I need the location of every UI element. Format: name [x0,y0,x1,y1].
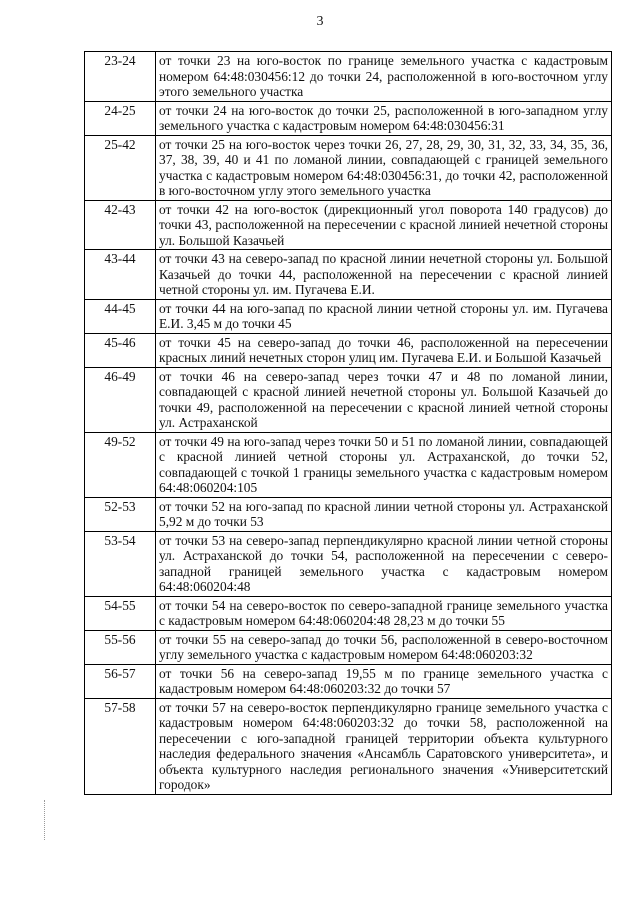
segment-cell: 54-55 [85,596,156,630]
table-row [85,432,612,497]
segment-cell: 49-52 [85,432,156,497]
segment-cell: 57-58 [85,698,156,794]
table-row [85,299,612,333]
description-cell: от точки 49 на юго-запад через точки 50 и 51 по ломаной линии, совпадающей с красной линией четной стороны ул. Астраханской, до точки 52, совпадающей с точкой 1 границы земельного участка с кадастровым номером 64:48:060204:105 [156,432,612,497]
description-cell: от точки 25 на юго-восток через точки 26, 27, 28, 29, 30, 31, 32, 33, 34, 35, 36, 37, 38, 39, 40 и 41 по ломаной линии, совпадающей с границей земельного участка с кадастровым номером 64:48:030456:31, до точки 42, расположенной в юго-восточном углу этого земельного участка [156,135,612,200]
description-cell: от точки 46 на северо-запад через точки 47 и 48 по ломаной линии, совпадающей с красной линией нечетной стороны ул. Большой Казачьей до точки 49, расположенной на пересечении с красной линией четной стороны ул. Астраханской [156,367,612,432]
table-row [85,52,612,102]
table-row [85,200,612,250]
description-cell: от точки 53 на северо-запад перпендикулярно красной линии четной стороны ул. Астраханской до точки 54, расположенной на пересечении с северо-западной границей земельного участка с кадастровым номером 64:48:060204:48 [156,531,612,596]
table-row [85,531,612,596]
table-row [85,698,612,794]
description-cell: от точки 43 на северо-запад по красной линии нечетной стороны ул. Большой Казачьей до точки 44, расположенной на пересечении с красной линией четной стороны ул. им. Пугачева Е.И. [156,250,612,300]
description-cell: от точки 54 на северо-восток по северо-западной границе земельного участка с кадастровым номером 64:48:060204:48 28,23 м до точки 55 [156,596,612,630]
table-row [85,596,612,630]
segment-cell: 25-42 [85,135,156,200]
segment-cell: 23-24 [85,52,156,102]
description-cell: от точки 44 на юго-запад по красной линии четной стороны ул. им. Пугачева Е.И. 3,45 м до точки 45 [156,299,612,333]
description-cell: от точки 42 на юго-восток (дирекционный угол поворота 140 градусов) до точки 43, расположенной на пересечении с красной линией нечетной стороны ул. Большой Казачьей [156,200,612,250]
table-row [85,333,612,367]
table-row [85,630,612,664]
segment-cell: 43-44 [85,250,156,300]
table-row [85,101,612,135]
scan-margin-mark [44,800,48,840]
description-cell: от точки 45 на северо-запад до точки 46, расположенной на пересечении красных линий нечетных сторон улиц им. Пугачева Е.И. и Большой Казачьей [156,333,612,367]
table-row [85,664,612,698]
table-row [85,367,612,432]
segment-cell: 55-56 [85,630,156,664]
description-cell: от точки 57 на северо-восток перпендикулярно границе земельного участка с кадастровым номером 64:48:060203:32 до точки 58, расположенной на пересечении с юго-западной границей территории объекта культурного наследия федерального значения «Ансамбль Саратовского университета», и объекта культурного наследия регионального значения «Университетский городок» [156,698,612,794]
boundary-description-table [84,51,612,795]
table-row [85,250,612,300]
page-number: 3 [316,14,324,29]
description-cell: от точки 52 на юго-запад по красной линии четной стороны ул. Астраханской 5,92 м до точки 53 [156,497,612,531]
description-cell: от точки 55 на северо-запад до точки 56, расположенной в северо-восточном углу земельного участка с кадастровым номером 64:48:060203:32 [156,630,612,664]
description-cell: от точки 23 на юго-восток по границе земельного участка с кадастровым номером 64:48:030456:12 до точки 24, расположенной в юго-восточном углу этого земельного участка [156,52,612,102]
segment-cell: 24-25 [85,101,156,135]
segment-cell: 56-57 [85,664,156,698]
table-row [85,135,612,200]
description-cell: от точки 56 на северо-запад 19,55 м по границе земельного участка с кадастровым номером 64:48:060203:32 до точки 57 [156,664,612,698]
segment-cell: 53-54 [85,531,156,596]
table-row [85,497,612,531]
segment-cell: 42-43 [85,200,156,250]
segment-cell: 46-49 [85,367,156,432]
segment-cell: 45-46 [85,333,156,367]
segment-cell: 52-53 [85,497,156,531]
segment-cell: 44-45 [85,299,156,333]
description-cell: от точки 24 на юго-восток до точки 25, расположенной в юго-западном углу земельного участка с кадастровым номером 64:48:030456:31 [156,101,612,135]
